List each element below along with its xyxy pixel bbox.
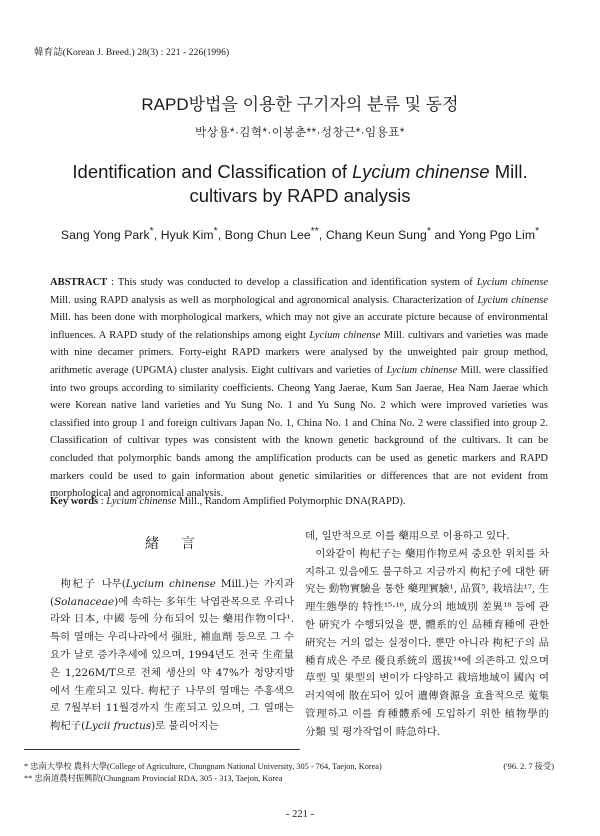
keywords-text: Mill., Random Amplified Polymorphic DNA(RAPD).	[176, 496, 406, 507]
abstract	[50, 274, 548, 503]
english-title-line2: cultivars by RAPD analysis	[189, 185, 411, 206]
body-text: 枸杞子 나무(	[60, 577, 126, 590]
keywords	[50, 496, 548, 507]
species-name: Lycium chinense	[106, 496, 177, 507]
author-name: Yong Pgo Lim	[458, 228, 536, 243]
keywords-label: Key words	[50, 496, 99, 507]
journal-header: 韓育誌(Korean J. Breed.) 28(3) : 221 - 226(1996)	[34, 48, 230, 58]
footnote-divider	[24, 749, 300, 750]
abstract-text: Mill. has been done with morphological markers, which may not give an accurate picture because of environmental influences. A RAPD study of the relationships among eight	[50, 312, 548, 341]
intro-paragraph	[50, 576, 294, 736]
species-name: Lycium chinense	[309, 329, 381, 341]
abstract-label: ABSTRACT	[50, 277, 108, 288]
page-number: - 221 -	[286, 809, 314, 820]
family-name: Solanaceae	[54, 595, 115, 608]
english-title	[0, 160, 600, 208]
affiliation-mark: *	[535, 226, 540, 237]
affiliation-mark: *	[213, 226, 218, 237]
species-name: Lycii fructus	[85, 720, 152, 733]
english-authors: Sang Yong Park*, Hyuk Kim*, Bong Chun Lee**, Chang Keun Sung* and Yong Pgo Lim*	[60, 226, 540, 243]
affiliation-mark: *	[149, 226, 154, 237]
body-text: Mill.)는 가지과(	[50, 577, 294, 608]
left-column	[50, 528, 294, 736]
affiliation-mark: *	[426, 226, 432, 237]
abstract-text: Mill. cultivars and varieties was made with nine decamer primers. Forty-eight RAPD markers were analysed by the unweighted pair group method, arithmetic average (UPGMA) cluster analysis. Eight cultivars and varieties of	[50, 329, 548, 376]
section-heading: 緖言	[145, 536, 217, 552]
author-name: Sang Yong Park	[60, 228, 150, 243]
korean-authors: 박상용*·김혁*·이봉춘**·성창근*·임용표*	[195, 127, 405, 139]
right-column	[305, 528, 549, 742]
abstract-text: Mill. were classified into two groups according to similarity coefficients. Cheong Yang Jaerae, Kum San Jaerae, Hea Nam Jaerae which were Korean native land varieties and Yu Sung No. 1 and Yu Sung No. 2 which were improved varieties was classified into group 1 and foreign cultivars Japan No. 1, China No. 1 and China No. 2 were classified into group 2. Classification of cultivar types was consistent with the known genetic background of the cultivars. It can be concluded that polymorphic bands among the amplification products can be used as genetic markers and RAPD markers could be used to gain information about genetic similarities or differences that are not evident from morphological and agronomical analysis.	[50, 364, 548, 500]
footnote-affiliation-2: ** 忠南道農村振興院(Chungnam Provincial RDA, 305 - 313, Taejon, Korea	[24, 774, 283, 783]
species-name: Lycium chinense	[125, 577, 216, 590]
english-title-part1: Identification and Classification of	[72, 161, 353, 182]
abstract-text: : This study was conducted to develop a classification and identification system of	[107, 277, 477, 288]
intro-paragraph: 이와같이 枸杞子는 藥用作物로써 중요한 위치를 차지하고 있음에도 불구하고 지금까지 枸杞子에 대한 硏究는 動物實驗을 통한 藥理實驗¹, 品質⁵, 栽培法¹⁷, 生理生態學的 特性¹⁵·¹⁶, 成分의 地域別 差異¹⁸ 등에 관한 硏究가 수행되었을 뿐, 體系的인 品種育種에 관한 硏究는 거의 없는 실정이다. 뿐만 아니라 枸杞子의 品種育成은 주로 優良系統의 選拔¹⁴에 의존하고 있으며 草型 및 果型의 변이가 다양하고 栽培地域이 國內 여러지역에 散在되어 있어 遺傳資源을 효율적으로 蒐集 管理하고 이를 育種體系에 도입하기 위한 植物學的 分類 및 평가작업이 時急하다.	[305, 547, 549, 738]
korean-title: RAPD방법을 이용한 구기자의 분류 및 동정	[141, 95, 459, 114]
body-text: )로 불리어지는	[151, 720, 219, 733]
species-name: Lycium chinense	[386, 364, 458, 376]
keywords-separator: :	[98, 496, 107, 507]
footnotes	[24, 761, 554, 785]
species-name: Lycium chinense	[477, 294, 549, 306]
author-name: Chang Keun Sung	[325, 228, 427, 243]
continued-paragraph: 데, 일반적으로 이를 藥用으로 이용하고 있다.	[305, 530, 510, 542]
abstract-text: Mill. using RAPD analysis as well as morphological and agronomical analysis. Characterization of	[50, 294, 478, 306]
english-title-species: Lycium chinense	[352, 161, 490, 182]
author-conjunction: and	[434, 228, 456, 243]
author-name: Bong Chun Lee	[224, 228, 311, 243]
author-name: Hyuk Kim	[160, 228, 214, 243]
affiliation-mark: **	[310, 226, 319, 237]
body-text: )에 속하는 多年生 낙엽관목으로 우리나라와 日本, 中國 등에 分布되어 있는 藥用作物이다¹. 특히 열매는 우리나라에서 强壯, 補血劑 등으로 그 수요가 날로 증가추세에 있으며, 1994년도 전국 生産量은 1,226M/T으로 전체 생산의 약 47%가 청양지방에서 生産되고 있다. 枸杞子 나무의 열매는 주홍색으로 7월부터 11월경까지 生産되고 있으며, 그 열매는 枸杞子(	[50, 595, 294, 733]
received-date: ('96. 2. 7 接受)	[503, 762, 554, 771]
english-title-part2: Mill.	[489, 161, 528, 182]
species-name: Lycium chinense	[476, 277, 548, 288]
footnote-affiliation-1: * 忠南大學校 農科大學(College of Agriculture, Chungnam National University, 305 - 764, Taejon, Korea)	[24, 762, 382, 771]
